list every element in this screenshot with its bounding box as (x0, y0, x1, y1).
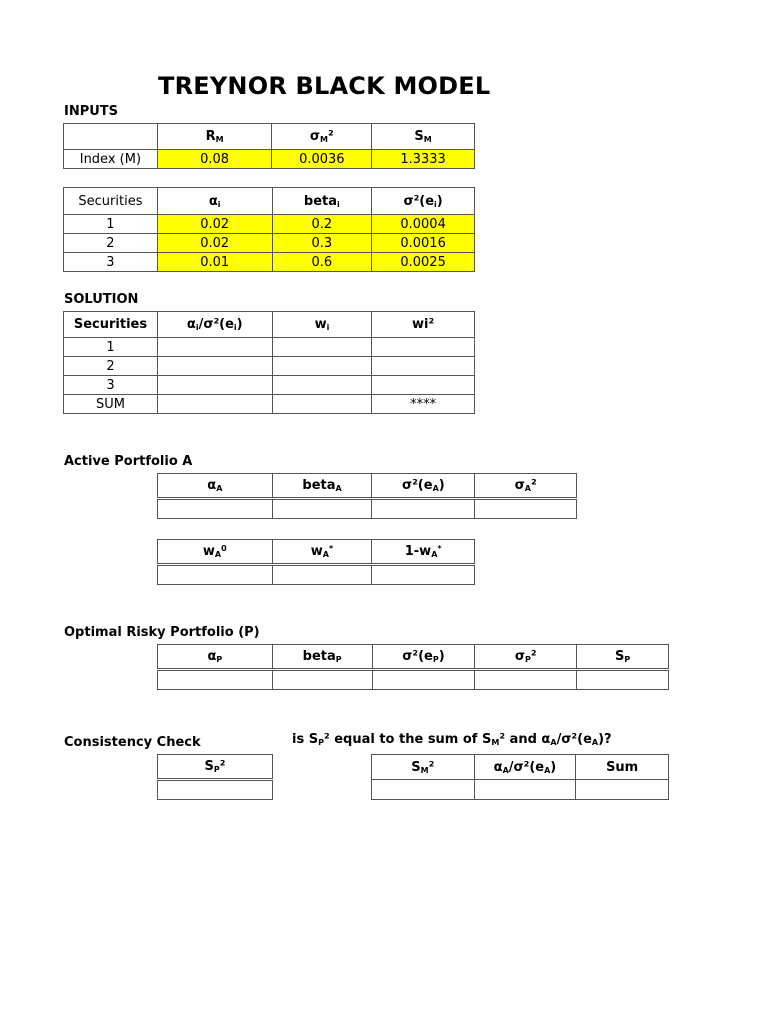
alpha-p-header: $\alpha_P$ (158, 645, 273, 670)
sp-header: $S_P$ (577, 645, 669, 670)
var-ep-header: $\sigma^2(e_P)$ (372, 645, 475, 670)
alpha-input[interactable]: 0.01 (157, 253, 272, 272)
solution-table (63, 311, 475, 414)
wa0-cell[interactable] (158, 565, 273, 585)
wa-star-cell[interactable] (272, 565, 372, 585)
beta-p-cell[interactable] (272, 670, 372, 690)
security-id: 2 (64, 234, 158, 253)
solution-row-label: 2 (64, 357, 158, 376)
index-row-label: Index (M) (64, 150, 158, 169)
sigma-a2-header: $\sigma_A^2$ (475, 474, 577, 499)
alpha-a-header: $\alpha_A$ (158, 474, 273, 499)
alpha-input[interactable]: 0.02 (157, 215, 272, 234)
alpha-p-cell[interactable] (158, 670, 273, 690)
sp2-table (157, 754, 273, 800)
sum-wi2-cell: **** (372, 395, 475, 414)
wa0-header: $w_A^0$ (158, 540, 273, 565)
inputs-heading: INPUTS (64, 104, 119, 119)
solution-cell[interactable] (272, 338, 372, 357)
question-text-3: and (505, 732, 542, 747)
solution-heading: SOLUTION (64, 292, 139, 307)
sm-header: $S_M$ (372, 124, 475, 150)
security-id: 1 (64, 215, 158, 234)
alpha-a-over-var-cell[interactable] (474, 780, 576, 800)
check-table (371, 754, 669, 800)
sm2-header: $S_M^2$ (372, 755, 475, 780)
solution-cell[interactable] (272, 395, 372, 414)
index-header-blank (64, 124, 158, 150)
solution-cell[interactable] (272, 376, 372, 395)
alpha-input[interactable]: 0.02 (157, 234, 272, 253)
sigma-p2-cell[interactable] (475, 670, 577, 690)
beta-i-header-text: beta (303, 193, 338, 209)
optimal-portfolio-heading: Optimal Risky Portfolio (P) (64, 625, 260, 640)
sigma-m2-header: $\sigma_M^2$ (272, 124, 372, 150)
sum-header: Sum (576, 755, 669, 780)
securities-input-table (63, 187, 475, 272)
beta-input[interactable]: 0.2 (272, 215, 372, 234)
question-text-1: is S (292, 732, 319, 747)
consistency-heading: Consistency Check (64, 735, 201, 750)
var-input[interactable]: 0.0016 (372, 234, 475, 253)
sm2-cell[interactable] (372, 780, 475, 800)
sm-input[interactable]: 1.3333 (372, 150, 475, 169)
solution-cell[interactable] (372, 338, 475, 357)
question-text-4: ? (604, 732, 612, 747)
solution-row-label: 3 (64, 376, 158, 395)
optimal-portfolio-table (157, 644, 669, 690)
beta-a-header: beta$_A$ (272, 474, 372, 499)
rm-header: $R_M$ (157, 124, 272, 150)
solution-cell[interactable] (157, 357, 272, 376)
var-ep-cell[interactable] (372, 670, 475, 690)
one-minus-wa-header: $1-w_A^*$ (372, 540, 475, 565)
alpha-over-var-header: $\alpha_i/\sigma^2(e_i)$ (157, 312, 272, 338)
solution-cell[interactable] (157, 395, 272, 414)
page-title: TREYNOR BLACK MODEL (158, 72, 491, 100)
wi-header: $w_i$ (272, 312, 372, 338)
solution-row-label: SUM (64, 395, 158, 414)
solution-row-label: 1 (64, 338, 158, 357)
sp-cell[interactable] (577, 670, 669, 690)
beta-p-header: beta$_P$ (272, 645, 372, 670)
one-minus-wa-cell[interactable] (372, 565, 475, 585)
alpha-a-over-var-header: $\alpha_A/\sigma^2(e_A)$ (474, 755, 576, 780)
rm-input[interactable]: 0.08 (157, 150, 272, 169)
alpha-i-header: $\alpha_i$ (157, 188, 272, 215)
consistency-question: is $S_P^2$ equal to the sum of $S_M^2$ and $\alpha_A/\sigma^2(e_A)$? (292, 732, 612, 747)
securities-header: Securities (64, 188, 158, 215)
sp2-cell[interactable] (158, 780, 273, 800)
solution-cell[interactable] (157, 376, 272, 395)
weights-table (157, 539, 475, 585)
beta-input[interactable]: 0.3 (272, 234, 372, 253)
active-portfolio-heading: Active Portfolio A (64, 454, 193, 469)
var-input[interactable]: 0.0025 (372, 253, 475, 272)
beta-input[interactable]: 0.6 (272, 253, 372, 272)
solution-securities-header: Securities (64, 312, 158, 338)
var-ea-header: $\sigma^2(e_A)$ (372, 474, 475, 499)
sigma-p2-header: $\sigma_P^2$ (475, 645, 577, 670)
var-input[interactable]: 0.0004 (372, 215, 475, 234)
beta-a-header-text: beta (302, 478, 336, 493)
beta-a-cell[interactable] (272, 499, 372, 519)
beta-i-header: beta$_i$ (272, 188, 372, 215)
solution-cell[interactable] (372, 357, 475, 376)
sp2-header: $S_P^2$ (158, 755, 273, 780)
wi2-header: wi² (372, 312, 475, 338)
sigma-m2-input[interactable]: 0.0036 (272, 150, 372, 169)
solution-cell[interactable] (372, 376, 475, 395)
wa-star-header: $w_A^*$ (272, 540, 372, 565)
active-portfolio-table (157, 473, 577, 519)
var-ei-header: $\sigma^2(e_i)$ (372, 188, 475, 215)
solution-cell[interactable] (272, 357, 372, 376)
sum-cell[interactable] (576, 780, 669, 800)
sigma-a2-cell[interactable] (475, 499, 577, 519)
index-table (63, 123, 475, 169)
alpha-a-cell[interactable] (158, 499, 273, 519)
security-id: 3 (64, 253, 158, 272)
beta-p-header-text: beta (302, 649, 336, 664)
var-ea-cell[interactable] (372, 499, 475, 519)
solution-cell[interactable] (157, 338, 272, 357)
question-text-2: equal to the sum of S (329, 732, 492, 747)
